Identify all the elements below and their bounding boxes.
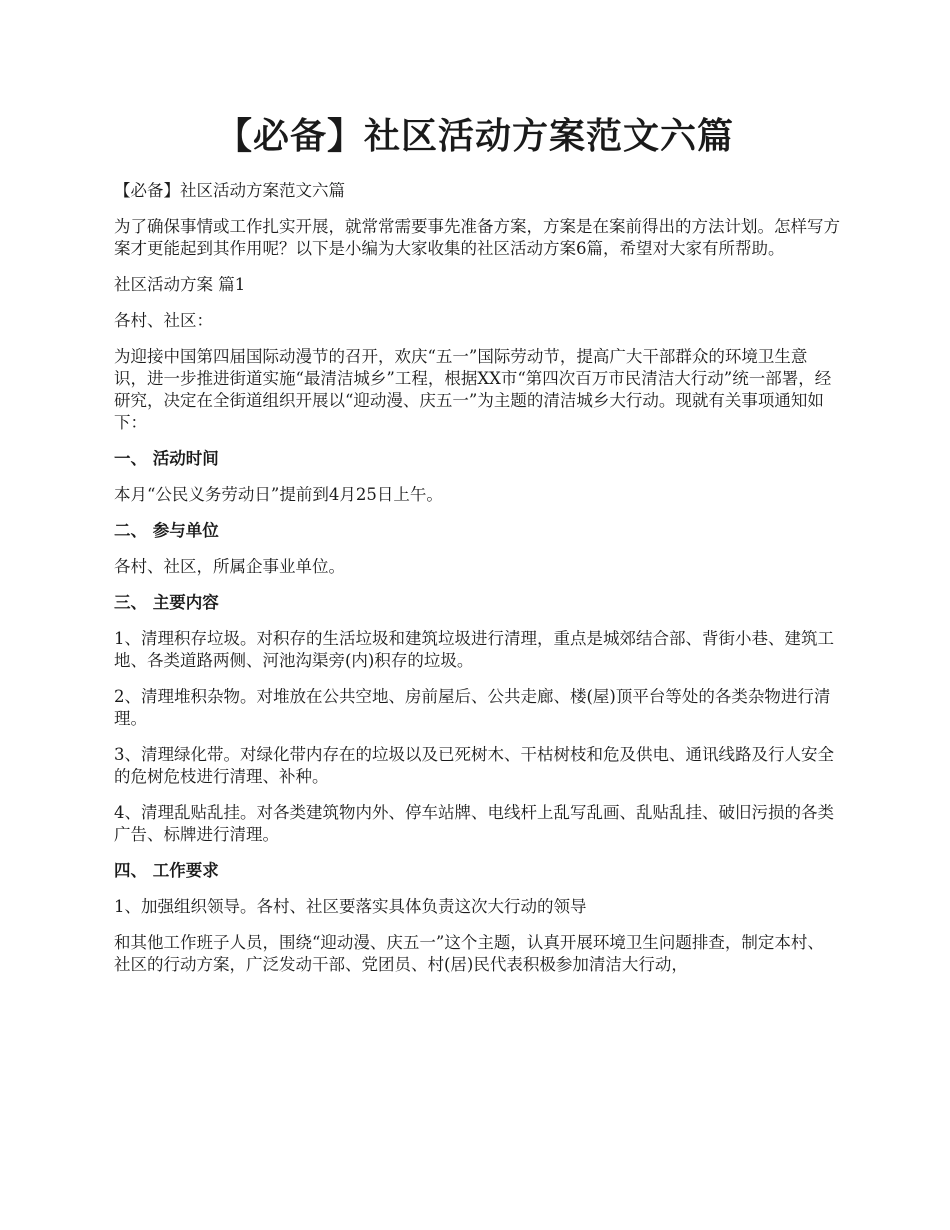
section-heading: 二、 参与单位 — [114, 521, 219, 540]
paragraph: 1、加强组织领导。各村、社区要落实具体负责这次大行动的领导 — [114, 897, 587, 916]
paragraph: 【必备】社区活动方案范文六篇 — [114, 181, 345, 200]
paragraph: 4、清理乱贴乱挂。对各类建筑物内外、停车站牌、电线杆上乱写乱画、乱贴乱挂、破旧污损的各类广告、标牌进行清理。 — [114, 803, 834, 844]
document-title: 【必备】社区活动方案范文六篇 — [215, 115, 734, 157]
paragraph: 为了确保事情或工作扎实开展，就常常需要事先准备方案，方案是在案前得出的方法计划。怎样写方案才更能起到其作用呢？以下是小编为大家收集的社区活动方案6篇，希望对大家有所帮助。 — [114, 217, 840, 258]
paragraph: 各村、社区，所属企事业单位。 — [114, 557, 345, 576]
section-heading: 三、 主要内容 — [114, 593, 219, 612]
paragraph: 社区活动方案 篇1 — [114, 275, 246, 294]
section-heading: 一、 活动时间 — [114, 449, 219, 468]
paragraph: 2、清理堆积杂物。对堆放在公共空地、房前屋后、公共走廊、楼(屋)顶平台等处的各类杂物进行清理。 — [114, 687, 831, 728]
paragraph: 各村、社区： — [114, 311, 213, 330]
paragraph: 为迎接中国第四届国际动漫节的召开，欢庆“五一”国际劳动节，提高广大干部群众的环境卫生意识，进一步推进街道实施“最清洁城乡”工程，根据XX市“第四次百万市民清洁大行动”统一部署，经研究，决定在全街道组织开展以“迎动漫、庆五一”为主题的清洁城乡大行动。现就有关事项通知如下： — [114, 347, 832, 432]
paragraph: 3、清理绿化带。对绿化带内存在的垃圾以及已死树木、干枯树枝和危及供电、通讯线路及行人安全的危树危枝进行清理、补种。 — [114, 745, 834, 786]
paragraph: 1、清理积存垃圾。对积存的生活垃圾和建筑垃圾进行清理，重点是城郊结合部、背街小巷、建筑工地、各类道路两侧、河池沟渠旁(内)积存的垃圾。 — [114, 629, 834, 670]
document-body — [114, 180, 840, 990]
section-heading: 四、 工作要求 — [114, 861, 219, 880]
paragraph: 本月“公民义务劳动日”提前到4月25日上午。 — [114, 485, 443, 504]
paragraph: 和其他工作班子人员，围绕“迎动漫、庆五一”这个主题，认真开展环境卫生问题排查，制定本村、社区的行动方案，广泛发动干部、党团员、村(居)民代表积极参加清洁大行动， — [114, 933, 824, 974]
